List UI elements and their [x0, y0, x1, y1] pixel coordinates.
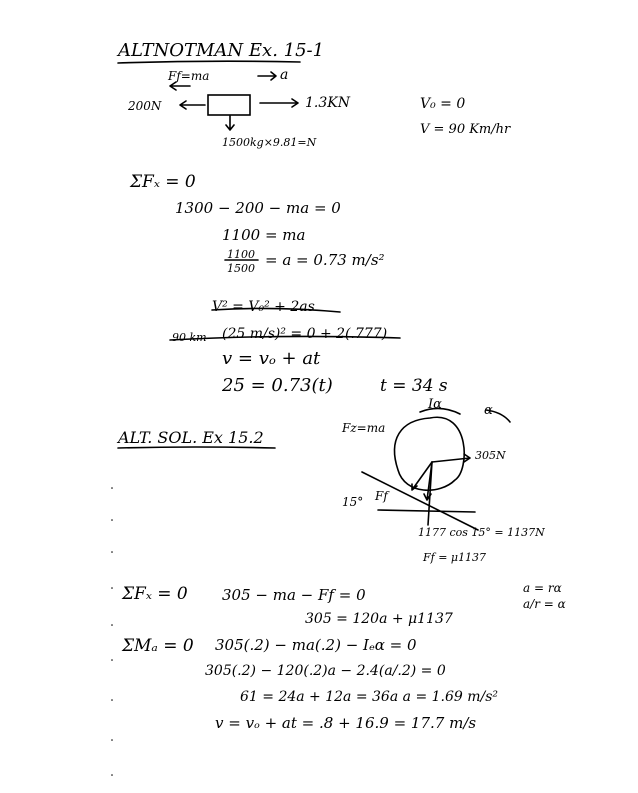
ex1-eq1: 1300 − 200 − ma = 0 [175, 199, 341, 217]
right-force-arrow [260, 99, 298, 107]
block-body [208, 95, 250, 115]
title-underline-1 [118, 61, 300, 63]
ex1-accel-label: a [280, 67, 289, 83]
ex2-ff-label: Ff [375, 489, 388, 503]
ex2-sum-ma: ΣMₐ = 0 [122, 636, 194, 656]
ex1-strike2: (25 m/s)² = 0 + 2(.777) [222, 326, 388, 342]
ex1-title: ALTNOTMAN Ex. 15-1 [118, 40, 325, 61]
weight-arrow [226, 116, 234, 130]
ex2-eq1: 305 − ma − Ff = 0 [222, 586, 366, 604]
ex2-force-305: 305N [475, 449, 506, 462]
accel-arrow [258, 72, 276, 80]
ex1-strike1: V² = V₀² + 2as [212, 299, 315, 315]
ex1-sum-fx: ΣFₓ = 0 [130, 172, 196, 192]
ex1-right-force-label: 1.3KN [305, 95, 350, 111]
ex1-frac-den: 1500 [227, 262, 255, 275]
ex1-ffma-label: Ff=ma [168, 69, 210, 83]
ex2-eq2: 305 = 120a + μ1137 [305, 611, 453, 627]
ex2-eq6: v = vₒ + at = .8 + 16.9 = 17.7 m/s [215, 714, 477, 732]
ffma-arrow [170, 82, 190, 90]
ex2-angle: 15° [342, 495, 364, 509]
ex1-weight-label: 1500kg×9.81=N [222, 136, 317, 149]
ex2-weight-comp: 1177 cos 15° = 1137N [418, 526, 545, 539]
ex1-frac-num: 1100 [227, 248, 255, 261]
ex1-kin1: v = vₒ + at [222, 348, 321, 369]
title-underline-2 [118, 447, 275, 448]
ex2-title: ALT. SOL. Ex 15.2 [118, 428, 264, 447]
ex2-i-alpha: Iα [428, 397, 442, 412]
ex2-ffma-label: Fz=ma [342, 421, 386, 435]
ex1-eq3: = a = 0.73 m/s² [265, 251, 385, 269]
ex2-eq5: 61 = 24a + 12a = 36a a = 1.69 m/s² [240, 689, 499, 705]
ex1-v: V = 90 Km/hr [420, 122, 511, 137]
ex2-a-rw: a = rα [523, 581, 562, 595]
ex1-strike2-left: 90 km [172, 331, 207, 344]
ex1-kin3: t = 34 s [380, 376, 448, 396]
margin-dots [111, 487, 113, 776]
left-force-arrow [180, 101, 205, 109]
ex2-eq3: 305(.2) − ma(.2) − Iₑα = 0 [215, 636, 417, 654]
ex2-alpha: α [484, 403, 493, 418]
horizontal-line [378, 510, 475, 512]
ex2-a-over-r: a/r = α [523, 597, 566, 611]
ex1-left-force-label: 200N [128, 99, 162, 113]
ex2-friction: Ff = μ1137 [423, 551, 487, 564]
ex1-eq2: 1100 = ma [222, 226, 306, 244]
ex2-eq4: 305(.2) − 120(.2)a − 2.4(a/.2) = 0 [205, 663, 446, 679]
ex1-kin2: 25 = 0.73(t) [222, 375, 333, 396]
ex2-sum-fx: ΣFₓ = 0 [122, 584, 188, 604]
ex1-v0: V₀ = 0 [420, 96, 466, 112]
